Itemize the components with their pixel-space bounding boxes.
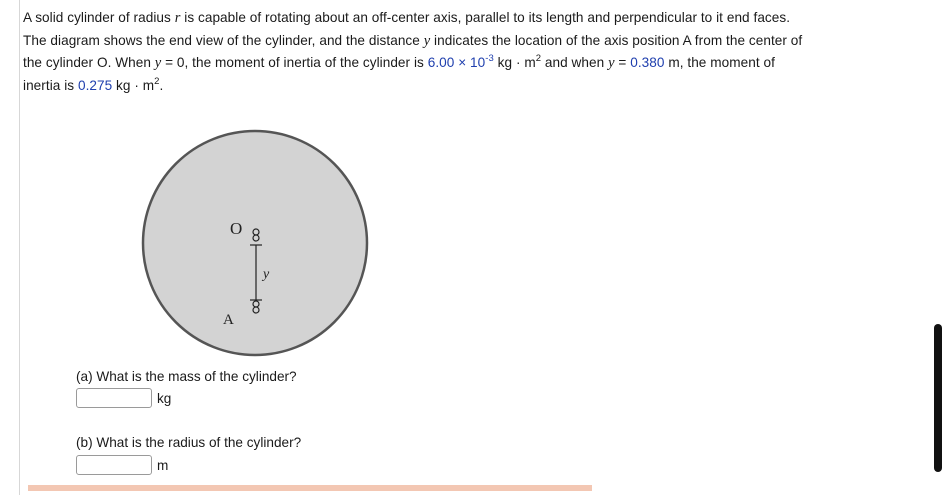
text: A solid cylinder of radius: [23, 10, 175, 25]
text: the cylinder O. When: [23, 55, 155, 70]
text: and when: [541, 55, 609, 70]
radius-answer-input[interactable]: [76, 455, 152, 475]
cylinder-end-view-diagram: [140, 128, 370, 358]
axis-a-dot-2: [253, 307, 259, 313]
problem-line-2: [23, 30, 928, 53]
label-a: A: [223, 312, 234, 328]
scrollbar-thumb[interactable]: [934, 324, 942, 472]
text: = 0, the moment of inertia of the cylinder is: [161, 55, 428, 70]
problem-line-4: [23, 75, 928, 98]
text: m, the moment of: [664, 55, 775, 70]
bottom-progress-bar: [28, 485, 592, 491]
mass-unit: kg: [157, 390, 172, 406]
question-a: (a) What is the mass of the cylinder?: [76, 369, 297, 384]
var-y: y: [154, 55, 162, 71]
squared: 2: [154, 75, 160, 87]
exponent: -3: [485, 53, 494, 64]
text: .: [159, 77, 164, 93]
left-divider: [19, 0, 20, 495]
text: indicates the location of the axis position A from the center of: [430, 32, 803, 48]
text: inertia is: [23, 77, 78, 93]
text: is capable of rotating about an off-center axis, parallel to its length and perpendicular to it end faces.: [180, 10, 791, 25]
var-y: y: [423, 32, 431, 49]
inertia-value-2: 0.275: [77, 77, 113, 93]
y-value: 0.380: [630, 55, 665, 70]
ten: 10: [470, 55, 486, 70]
var-y: y: [608, 55, 615, 71]
inertia-value-1: 6.00: [427, 55, 455, 70]
answer-row-b: [76, 455, 168, 475]
times-sign: ×: [454, 55, 471, 70]
mass-answer-input[interactable]: [76, 388, 152, 408]
unit: kg · m: [493, 55, 536, 70]
center-o-dot: [253, 229, 259, 235]
text: =: [614, 55, 631, 70]
text: The diagram shows the end view of the cylinder, and the distance: [23, 32, 424, 48]
var-r: r: [174, 10, 181, 26]
unit: kg · m: [112, 77, 155, 93]
question-b: (b) What is the radius of the cylinder?: [76, 435, 302, 450]
axis-a-dot: [253, 301, 259, 307]
label-y: y: [263, 267, 270, 282]
problem-statement: [23, 7, 928, 97]
problem-line-3: [23, 52, 928, 75]
squared: 2: [535, 53, 542, 64]
cylinder-circle: [143, 131, 367, 355]
answer-row-a: [76, 388, 171, 408]
radius-unit: m: [157, 457, 169, 473]
problem-line-1: [23, 7, 928, 30]
center-o-dot-2: [253, 235, 259, 241]
label-o: O: [230, 219, 243, 238]
